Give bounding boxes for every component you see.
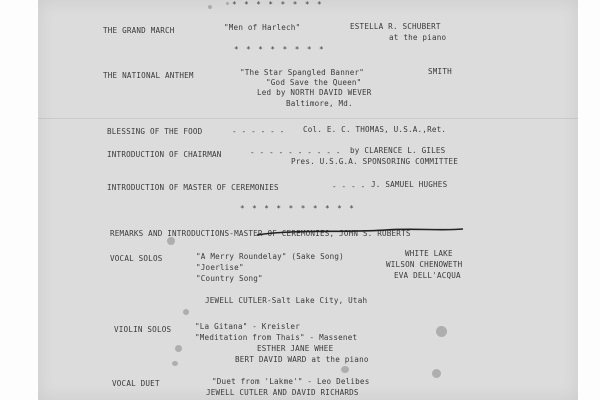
- blessing-by: Col. E. C. THOMAS, U.S.A.,Ret.: [303, 125, 447, 134]
- divider-stars-2: * * * * * * * * * *: [240, 204, 356, 213]
- intro-master-dashes: - - - -: [332, 182, 366, 191]
- divider-stars-1: * * * * * * * *: [234, 45, 326, 54]
- grand-march-performer: ESTELLA R. SCHUBERT: [350, 22, 441, 31]
- vocal-solo-credit-1: WHITE LAKE: [405, 249, 453, 258]
- stain-spot: [175, 345, 182, 352]
- anthem-credit: SMITH: [428, 67, 452, 76]
- vocal-solo-song-1: "A Merry Roundelay" (Sake Song): [196, 252, 344, 261]
- stain-spot: [172, 361, 178, 366]
- intro-chairman-by: by CLARENCE L. GILES: [350, 146, 446, 155]
- violin-accompanist: BERT DAVID WARD at the piano: [235, 355, 369, 364]
- grand-march-label: THE GRAND MARCH: [103, 26, 175, 35]
- violin-piece-1: "La Gitana" - Kreisler: [195, 322, 300, 331]
- vocal-solos-label: VOCAL SOLOS: [110, 254, 163, 263]
- anthem-led-by: Led by NORTH DAVID WEVER: [257, 88, 372, 97]
- paper-fold-line: [38, 118, 578, 119]
- anthem-place: Baltimore, Md.: [286, 99, 353, 108]
- intro-chairman-dashes: - - - - - - - - - -: [250, 148, 341, 157]
- stain-spot: [436, 326, 447, 337]
- stain-spot: [183, 309, 189, 315]
- intro-chairman-role: Pres. U.S.G.A. SPONSORING COMMITTEE: [291, 157, 459, 166]
- grand-march-title: "Men of Harlech": [224, 23, 301, 32]
- violin-piece-2: "Meditation from Thais" - Massenet: [195, 333, 358, 342]
- vocal-solo-credit-2: WILSON CHENOWETH: [386, 260, 463, 269]
- vocal-duet-piece: "Duet from 'Lakme'" - Leo Delibes: [212, 377, 370, 386]
- divider-stars-top: * * * * * * * *: [232, 0, 324, 9]
- intro-master-label: INTRODUCTION OF MASTER OF CEREMONIES: [107, 183, 279, 192]
- handwritten-strike-mark: [255, 226, 465, 240]
- intro-chairman-label: INTRODUCTION OF CHAIRMAN: [107, 150, 222, 159]
- anthem-label: THE NATIONAL ANTHEM: [103, 71, 194, 80]
- vocal-duet-label: VOCAL DUET: [112, 379, 160, 388]
- vocal-solo-credit-3: EVA DELL'ACQUA: [394, 271, 461, 280]
- vocal-solo-song-2: "Joerlise": [196, 263, 244, 272]
- stain-spot: [226, 2, 229, 5]
- anthem-title-2: "God Save the Queen": [266, 78, 362, 87]
- vocal-duet-performers: JEWELL CUTLER AND DAVID RICHARDS: [206, 388, 359, 397]
- vocal-solo-song-3: "Country Song": [196, 274, 263, 283]
- stain-spot: [432, 369, 441, 378]
- stain-spot: [341, 366, 349, 373]
- intro-master-by: J. SAMUEL HUGHES: [371, 180, 448, 189]
- stain-spot: [208, 5, 212, 9]
- remarks-label: REMARKS AND INTRODUCTIONS-MASTER OF CEREMONIES, JOHN S. ROBERTS: [110, 229, 411, 238]
- blessing-label: BLESSING OF THE FOOD: [107, 127, 203, 136]
- violin-solos-label: VIOLIN SOLOS: [114, 325, 172, 334]
- grand-march-note: at the piano: [389, 33, 447, 42]
- anthem-title-1: "The Star Spangled Banner": [240, 68, 365, 77]
- stain-spot: [167, 237, 175, 245]
- violin-performer: ESTHER JANE WHEE: [257, 344, 334, 353]
- vocal-solo-performer: JEWELL CUTLER-Salt Lake City, Utah: [205, 296, 368, 305]
- blessing-dashes: - - - - - -: [232, 127, 285, 136]
